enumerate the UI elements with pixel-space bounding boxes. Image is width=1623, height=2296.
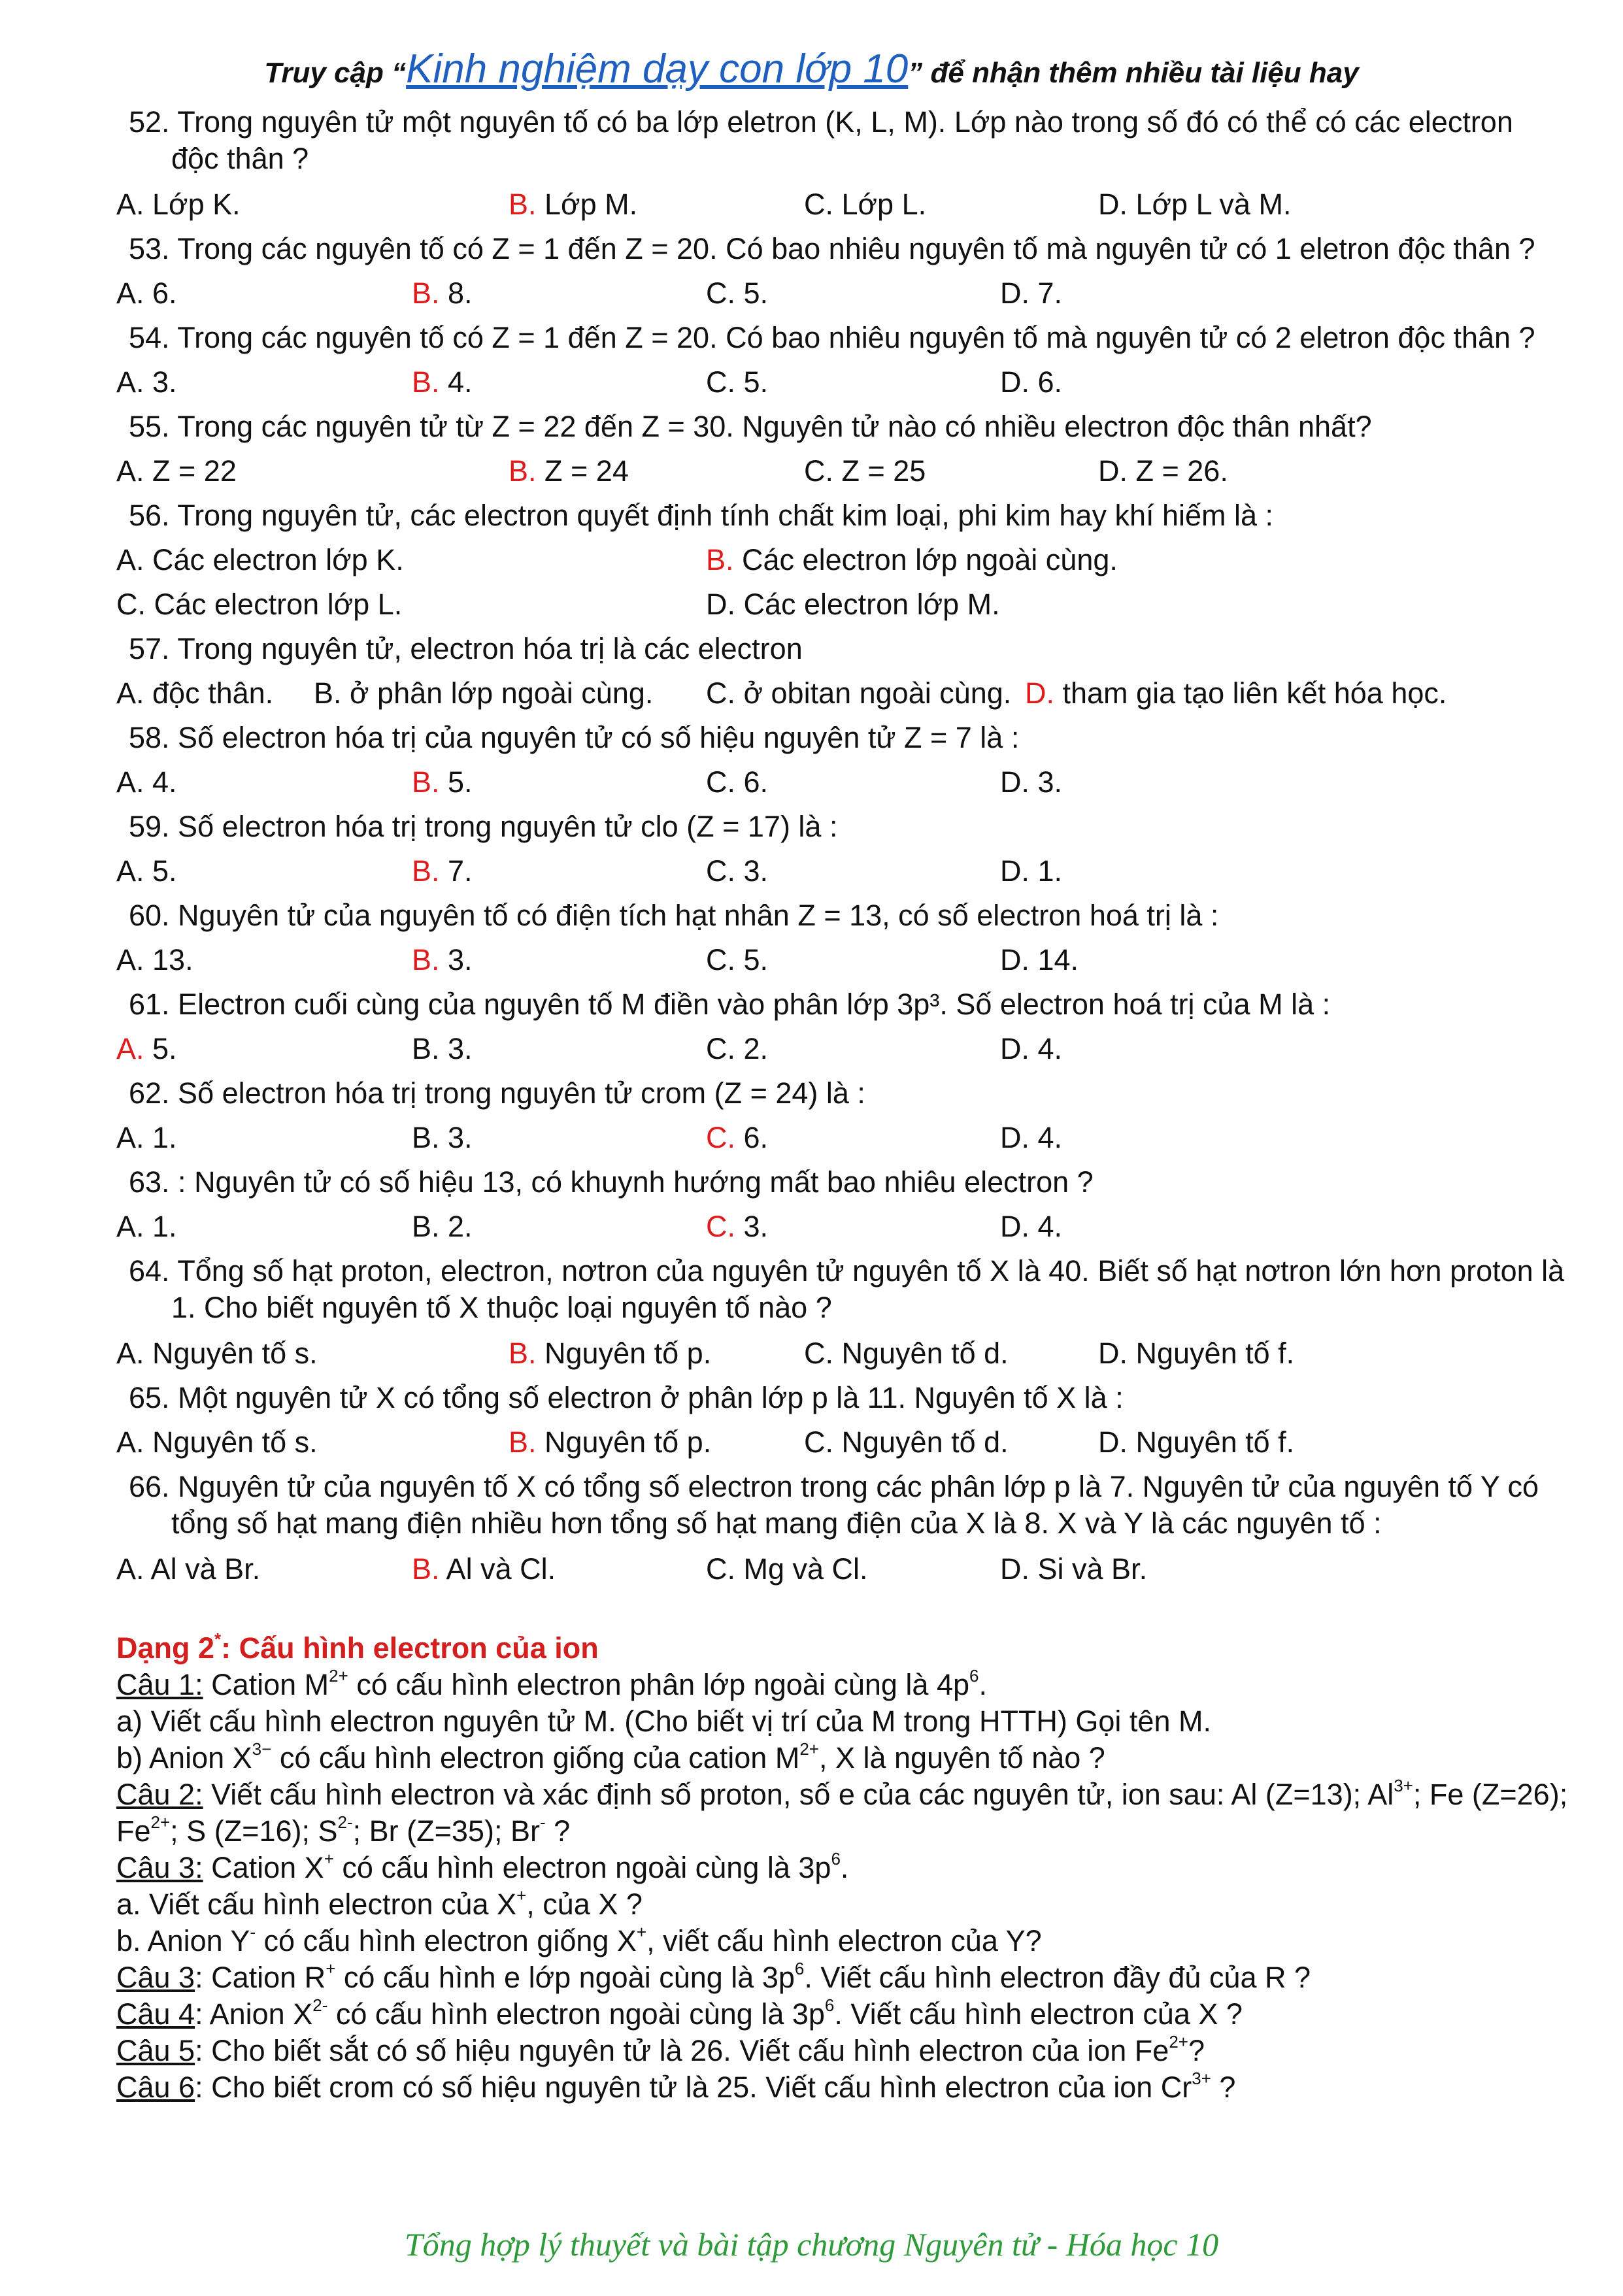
cau-3-a: a. Viết cấu hình electron của X+, của X ? <box>116 1886 643 1921</box>
option-text: Lớp L và M. <box>1128 188 1292 221</box>
option-text: 3. <box>1029 765 1063 799</box>
option-text: 13. <box>144 943 193 976</box>
option-letter: C. <box>804 454 833 488</box>
option-letter: D. <box>1000 943 1029 976</box>
question-64-text: 64. Tổng số hạt proton, electron, nơtron của nguyên tử nguyên tố X là 40. Biết số hạt nơtron lớn hơn proton là <box>129 1254 1565 1288</box>
question-55-option <box>509 454 629 489</box>
option-letter: D. <box>1000 854 1029 888</box>
question-57-text: 57. Trong nguyên tử, electron hóa trị là các electron <box>129 632 803 665</box>
option-text: 1. <box>1029 854 1063 888</box>
option-text: Các electron lớp K. <box>144 543 404 576</box>
option-letter: A. <box>116 854 144 888</box>
option-text: Mg và Cl. <box>735 1552 868 1586</box>
option-letter: B. <box>412 1121 440 1154</box>
option-letter: C. <box>804 1425 833 1459</box>
option-text: 3. <box>439 1032 473 1065</box>
question-59-option <box>1000 854 1062 889</box>
question-66-option <box>412 1552 556 1587</box>
question-55-option <box>1098 454 1228 489</box>
question-57-option <box>1025 676 1447 711</box>
question-64-option <box>1098 1336 1294 1371</box>
question-53-option <box>116 276 177 311</box>
option-text: Z = 25 <box>833 454 926 488</box>
option-text: 3. <box>439 1121 473 1154</box>
cau-4: Câu 4: Anion $X^{2-}$ có cấu hình electron ngoài cùng là $3p^6$. Viết cấu hình electron của X ? <box>116 1995 1243 2031</box>
option-letter: A. <box>116 276 144 310</box>
option-text: 4. <box>439 365 473 399</box>
option-letter: C. <box>706 676 735 710</box>
option-letter: D. <box>1098 1425 1128 1459</box>
option-letter: D. <box>706 588 735 621</box>
question-61-option <box>412 1031 473 1067</box>
question-64-option <box>804 1336 1009 1371</box>
option-letter: C. <box>804 1337 833 1370</box>
page-footer: Tổng hợp lý thuyết và bài tập chương Nguyên tử - Hóa học 10 <box>404 2226 1219 2263</box>
question-54-option <box>706 365 768 400</box>
question-63-option <box>1000 1209 1062 1244</box>
option-text: Z = 22 <box>144 454 237 488</box>
cau-3: Câu 3: Cation X+ có cấu hình electron ngoài cùng là $3p^6$. <box>116 1849 849 1884</box>
question-57-option <box>706 676 1011 711</box>
cau-6: Câu 6: Cho biết crom có số hiệu nguyên tử là 25. Viết cấu hình electron của ion $Cr^{3+}$ ? <box>116 2069 1236 2104</box>
option-text: 3. <box>144 365 177 399</box>
option-letter: B. <box>509 1425 537 1459</box>
question-64-option <box>116 1336 318 1371</box>
option-text: 5. <box>144 854 177 888</box>
option-text: 5. <box>735 276 769 310</box>
option-letter: D. <box>1025 676 1054 710</box>
question-58-option <box>706 765 768 800</box>
option-text: Nguyên tố s. <box>144 1337 318 1370</box>
option-letter: A. <box>116 454 144 488</box>
question-60-option <box>116 942 193 978</box>
question-58-text: 58. Số electron hóa trị của nguyên tử có số hiệu nguyên tử Z = 7 là : <box>129 721 1020 754</box>
option-letter: B. <box>412 365 440 399</box>
option-letter: C. <box>706 1552 735 1586</box>
option-letter: B. <box>412 1032 440 1065</box>
question-55-option <box>116 454 237 489</box>
option-letter: B. <box>509 188 537 221</box>
header-suffix: ” để nhận thêm nhiều tài liệu hay <box>908 57 1359 89</box>
question-60-option <box>706 942 768 978</box>
question-66-text: 66. Nguyên tử của nguyên tố X có tổng số electron trong các phân lớp p là 7. Nguyên tử của nguyên tố Y có <box>129 1470 1539 1503</box>
option-letter: C. <box>706 276 735 310</box>
option-text: Al và Br. <box>144 1552 261 1586</box>
question-66-text: tổng số hạt mang điện nhiều hơn tổng số hạt mang điện của X là 8. X và Y là các nguyên tố : <box>171 1506 1382 1540</box>
question-60-option <box>412 942 473 978</box>
option-letter: D. <box>1000 765 1029 799</box>
question-56-text: 56. Trong nguyên tử, các electron quyết định tính chất kim loại, phi kim hay khí hiếm là : <box>129 499 1274 532</box>
cau-1-b: b) Anion $X^{3-}$ có cấu hình electron giống của cation $M^{2+}$, X là nguyên tố nào ? <box>116 1739 1105 1774</box>
option-letter: D. <box>1000 1121 1029 1154</box>
option-text: Nguyên tố f. <box>1128 1337 1295 1370</box>
question-58-option <box>412 765 473 800</box>
question-59-text: 59. Số electron hóa trị trong nguyên tử clo (Z = 17) là : <box>129 810 838 843</box>
question-63-text: 63. : Nguyên tử có số hiệu 13, có khuynh hướng mất bao nhiêu electron ? <box>129 1165 1094 1199</box>
option-text: 14. <box>1029 943 1079 976</box>
question-65-option <box>116 1425 318 1460</box>
option-letter: D. <box>1098 454 1128 488</box>
question-53-option <box>1000 276 1062 311</box>
cau-2-cont: $Fe^{2+}$; S (Z=16); $S^{2-}$; Br (Z=35); Br- ? <box>116 1812 571 1848</box>
option-text: 1. <box>144 1210 177 1243</box>
question-59-option <box>706 854 768 889</box>
option-letter: A. <box>116 943 144 976</box>
option-letter: B. <box>509 454 537 488</box>
option-text: 7. <box>439 854 473 888</box>
option-letter: A. <box>116 1032 144 1065</box>
option-letter: C. <box>116 588 146 621</box>
question-52-text: 52. Trong nguyên tử một nguyên tố có ba lớp eletron (K, L, M). Lớp nào trong số đó có thể có các electron <box>129 105 1513 139</box>
option-letter: D. <box>1000 365 1029 399</box>
question-52-option <box>116 187 241 222</box>
option-text: Nguyên tố f. <box>1128 1425 1295 1459</box>
option-text: 4. <box>1029 1121 1063 1154</box>
cau-1: Câu 1: Cation $M^{2+}$ có cấu hình electron phân lớp ngoài cùng là $4p^6$. <box>116 1666 987 1701</box>
question-66-option <box>116 1552 260 1587</box>
question-62-option <box>706 1120 768 1156</box>
option-letter: C. <box>706 943 735 976</box>
question-63-option <box>706 1209 768 1244</box>
option-text: Nguyên tố s. <box>144 1425 318 1459</box>
option-letter: B. <box>314 676 342 710</box>
option-text: Các electron lớp L. <box>146 588 403 621</box>
option-text: 8. <box>439 276 473 310</box>
question-61-option <box>116 1031 177 1067</box>
option-text: 5. <box>439 765 473 799</box>
option-letter: A. <box>116 1337 144 1370</box>
option-letter: B. <box>706 543 734 576</box>
cau-3-b: b. Anion Y- có cấu hình electron giống X+, viết cấu hình electron của Y? <box>116 1922 1042 1957</box>
option-text: Lớp M. <box>536 188 638 221</box>
question-59-option <box>116 854 177 889</box>
question-54-option <box>412 365 473 400</box>
option-letter: D. <box>1000 1032 1029 1065</box>
question-56-option <box>116 542 404 578</box>
option-letter: D. <box>1098 188 1128 221</box>
question-65-option <box>1098 1425 1294 1460</box>
option-text: 4. <box>1029 1032 1063 1065</box>
option-text: độc thân. <box>144 676 274 710</box>
question-53-option <box>706 276 768 311</box>
option-letter: B. <box>412 1552 440 1586</box>
question-66-option <box>706 1552 868 1587</box>
question-52-option <box>804 187 926 222</box>
option-text: 4. <box>1029 1210 1063 1243</box>
option-text: 4. <box>144 765 177 799</box>
option-text: Nguyên tố d. <box>833 1425 1009 1459</box>
option-letter: C. <box>706 365 735 399</box>
option-letter: A. <box>116 365 144 399</box>
option-text: Si và Br. <box>1029 1552 1148 1586</box>
question-56-option <box>116 587 402 622</box>
question-60-option <box>1000 942 1079 978</box>
option-text: 7. <box>1029 276 1063 310</box>
option-text: Z = 26. <box>1128 454 1228 488</box>
option-text: Lớp K. <box>144 188 241 221</box>
option-text: 6. <box>735 765 769 799</box>
question-54-text: 54. Trong các nguyên tố có Z = 1 đến Z = 20. Có bao nhiêu nguyên tố mà nguyên tử có 2 eletron độc thân ? <box>129 321 1535 354</box>
question-62-option <box>412 1120 473 1156</box>
question-61-option <box>706 1031 768 1067</box>
option-text: Al và Cl. <box>439 1552 556 1586</box>
question-56-option <box>706 542 1118 578</box>
option-letter: B. <box>509 1337 537 1370</box>
option-letter: C. <box>706 765 735 799</box>
question-62-option <box>1000 1120 1062 1156</box>
question-63-option <box>116 1209 177 1244</box>
option-letter: B. <box>412 1210 440 1243</box>
option-letter: C. <box>706 1210 735 1243</box>
question-53-option <box>412 276 473 311</box>
option-text: ở phân lớp ngoài cùng. <box>341 676 654 710</box>
option-letter: B. <box>412 276 440 310</box>
option-text: 5. <box>144 1032 177 1065</box>
option-text: 6. <box>735 1121 769 1154</box>
question-64-text: 1. Cho biết nguyên tố X thuộc loại nguyên tố nào ? <box>171 1291 832 1324</box>
option-letter: D. <box>1000 276 1029 310</box>
option-text: 3. <box>735 1210 769 1243</box>
option-text: Các electron lớp ngoài cùng. <box>733 543 1118 576</box>
option-text: 1. <box>144 1121 177 1154</box>
question-66-option <box>1000 1552 1147 1587</box>
option-text: 3. <box>735 854 769 888</box>
option-letter: B. <box>412 943 440 976</box>
question-53-text: 53. Trong các nguyên tố có Z = 1 đến Z = 20. Có bao nhiêu nguyên tố mà nguyên tử có 1 eletron độc thân ? <box>129 232 1535 265</box>
question-60-text: 60. Nguyên tử của nguyên tố có điện tích hạt nhân Z = 13, có số electron hoá trị là : <box>129 899 1219 932</box>
question-65-option <box>804 1425 1009 1460</box>
option-text: Các electron lớp M. <box>735 588 1000 621</box>
option-text: 6. <box>144 276 177 310</box>
question-61-option <box>1000 1031 1062 1067</box>
question-61-text: 61. Electron cuối cùng của nguyên tố M điền vào phân lớp 3p³. Số electron hoá trị của M là : <box>129 988 1331 1021</box>
option-letter: A. <box>116 765 144 799</box>
cau-3-r: Câu 3: Cation R+ có cấu hình e lớp ngoài cùng là $3p^6$. Viết cấu hình electron đầy đủ của R ? <box>116 1959 1311 1994</box>
question-54-option <box>116 365 177 400</box>
cau-2: Câu 2: Viết cấu hình electron và xác định số proton, số e của các nguyên tử, ion sau: Al (Z=13); $Al^{3+}$; Fe (Z=26); <box>116 1776 1568 1811</box>
option-letter: A. <box>116 1121 144 1154</box>
question-62-text: 62. Số electron hóa trị trong nguyên tử crom (Z = 24) là : <box>129 1076 865 1110</box>
option-text: 2. <box>735 1032 769 1065</box>
question-57-option <box>116 676 273 711</box>
question-52-option <box>509 187 637 222</box>
option-letter: A. <box>116 1210 144 1243</box>
question-59-option <box>412 854 473 889</box>
section-title: Dạng 2*: Cấu hình electron của ion <box>116 1629 599 1665</box>
option-text: 2. <box>439 1210 473 1243</box>
option-letter: D. <box>1098 1337 1128 1370</box>
option-text: Lớp L. <box>833 188 927 221</box>
question-58-option <box>1000 765 1062 800</box>
question-56-option <box>706 587 1000 622</box>
option-text: Nguyên tố p. <box>536 1337 712 1370</box>
option-letter: C. <box>804 188 833 221</box>
option-letter: A. <box>116 676 144 710</box>
question-52-text: độc thân ? <box>171 142 309 175</box>
option-text: 5. <box>735 943 769 976</box>
option-letter: C. <box>706 854 735 888</box>
cau-1-a: a) Viết cấu hình electron nguyên tử M. (Cho biết vị trí của M trong HTTH) Gọi tên M. <box>116 1705 1211 1738</box>
option-text: Z = 24 <box>536 454 629 488</box>
question-58-option <box>116 765 177 800</box>
header-prefix: Truy cập “ <box>264 57 407 89</box>
option-letter: D. <box>1000 1210 1029 1243</box>
option-text: tham gia tạo liên kết hóa học. <box>1054 676 1447 710</box>
question-65-option <box>509 1425 711 1460</box>
header-link[interactable]: Kinh nghiệm dạy con lớp 10 <box>406 46 909 92</box>
option-text: 5. <box>735 365 769 399</box>
option-letter: C. <box>706 1032 735 1065</box>
question-65-text: 65. Một nguyên tử X có tổng số electron ở phân lớp p là 11. Nguyên tố X là : <box>129 1381 1124 1414</box>
option-text: Nguyên tố p. <box>536 1425 712 1459</box>
option-letter: C. <box>706 1121 735 1154</box>
option-letter: A. <box>116 1552 144 1586</box>
option-letter: B. <box>412 765 440 799</box>
option-letter: A. <box>116 188 144 221</box>
page-header <box>0 46 1623 92</box>
question-64-option <box>509 1336 711 1371</box>
question-62-option <box>116 1120 177 1156</box>
question-57-option <box>314 676 653 711</box>
option-letter: A. <box>116 543 144 576</box>
question-55-text: 55. Trong các nguyên tử từ Z = 22 đến Z = 30. Nguyên tử nào có nhiều electron độc thân nhất? <box>129 410 1372 443</box>
option-letter: A. <box>116 1425 144 1459</box>
question-54-option <box>1000 365 1062 400</box>
option-text: Nguyên tố d. <box>833 1337 1009 1370</box>
option-text: 3. <box>439 943 473 976</box>
cau-5: Câu 5: Cho biết sắt có số hiệu nguyên tử là 26. Viết cấu hình electron của ion $Fe^{2+}$? <box>116 2032 1205 2067</box>
option-letter: D. <box>1000 1552 1029 1586</box>
option-letter: B. <box>412 854 440 888</box>
option-text: 6. <box>1029 365 1063 399</box>
question-52-option <box>1098 187 1291 222</box>
option-text: ở obitan ngoài cùng. <box>735 676 1012 710</box>
question-63-option <box>412 1209 473 1244</box>
question-55-option <box>804 454 926 489</box>
